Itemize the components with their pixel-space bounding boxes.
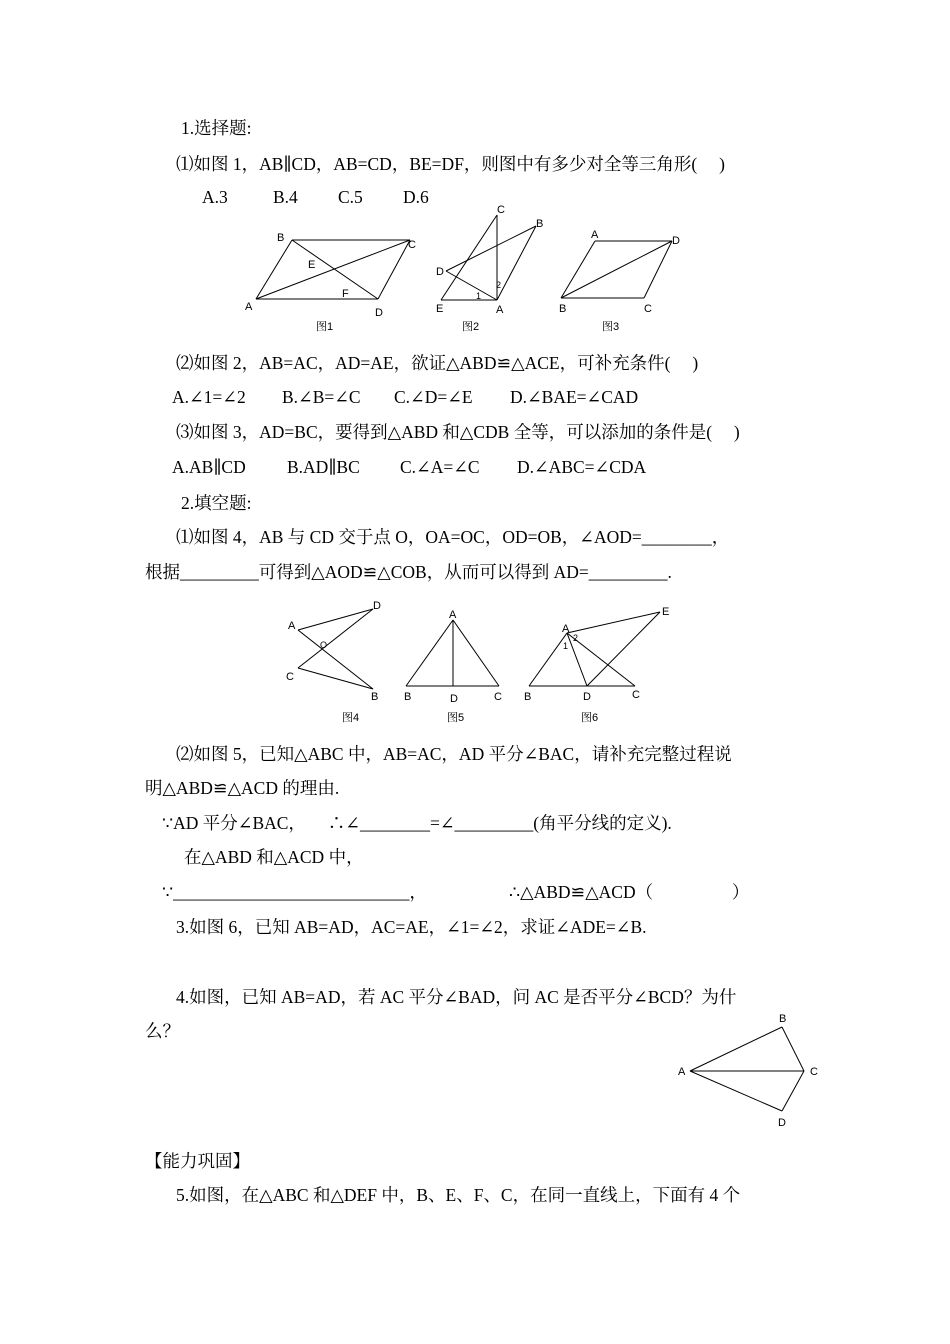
fig1-label-f: F [342, 288, 349, 300]
fig1-label-c: C [408, 239, 416, 251]
option-b: B.4 [273, 187, 298, 207]
question-4-line1: 4.如图，已知 AB=AD，若 AC 平分∠BAD，问 AC 是否平分∠BCD？为什 [176, 987, 737, 1007]
figure-7 [670, 1008, 830, 1133]
ability-heading: 【能力巩固】 [145, 1151, 250, 1171]
section1-title: 1.选择题: [181, 118, 252, 138]
fill-question-1-line2: 根据_________可得到△AOD≌△COB，从而可以得到 AD=_________. [145, 562, 672, 582]
figures-row-1 [240, 200, 680, 340]
fig6-label-e: E [662, 606, 670, 618]
fig5-caption: 图5 [447, 712, 465, 724]
fig1-label-e: E [308, 259, 316, 271]
question-3: 3.如图 6，已知 AB=AD，AC=AE，∠1=∠2，求证∠ADE=∠B. [176, 917, 647, 937]
figure-2 [436, 204, 543, 333]
fig5-label-a: A [449, 609, 457, 621]
fig6-label-1: 1 [563, 641, 569, 651]
figure-3 [559, 229, 680, 333]
fig3-label-a: A [591, 229, 599, 241]
fill-question-2-line4: 在△ABD 和△ACD 中， [184, 847, 364, 867]
fig6-caption: 图6 [581, 712, 599, 724]
fill-question-2-line3: ∵AD 平分∠BAC， ∴∠________=∠_________(角平分线的定义). [162, 813, 672, 833]
option-c: C.∠A=∠C [400, 457, 480, 477]
option-b: B.AD∥BC [287, 457, 360, 477]
fig4-label-o: O [320, 640, 328, 650]
fig6-label-b: B [524, 691, 532, 703]
fig2-label-1: 1 [476, 291, 482, 301]
fig4-label-a: A [288, 620, 296, 632]
fig5-label-c: C [494, 691, 502, 703]
option-c: C.∠D=∠E [394, 387, 473, 407]
fig4-label-c: C [286, 671, 294, 683]
fig2-caption: 图2 [462, 321, 480, 333]
option-b: B.∠B=∠C [282, 387, 361, 407]
option-a: A.∠1=∠2 [172, 387, 246, 407]
figure-6 [524, 606, 669, 724]
fig6-label-c: C [632, 689, 640, 701]
fig7-label-a: A [678, 1066, 686, 1078]
fig7-label-b: B [779, 1013, 787, 1025]
fig3-label-d: D [672, 235, 680, 247]
question-1-1: ⑴如图 1，AB∥CD，AB=CD，BE=DF，则图中有多少对全等三角形( ) [176, 154, 725, 174]
fig4-caption: 图4 [342, 712, 360, 724]
question-1-3: ⑶如图 3，AD=BC，要得到△ABD 和△CDB 全等，可以添加的条件是( ) [176, 422, 740, 442]
fig6-label-2: 2 [573, 633, 579, 643]
fig1-label-b: B [277, 232, 285, 244]
fill-question-2-line5b: ∴△ABD≌△ACD（ ） [509, 882, 750, 902]
fig6-label-a: A [562, 623, 570, 635]
figures-row-2 [280, 596, 680, 731]
option-a: A.3 [202, 187, 228, 207]
figure-5 [404, 609, 502, 724]
fig4-label-d: D [373, 600, 381, 612]
fill-question-1-line1: ⑴如图 4，AB 与 CD 交于点 O，OA=OC，OD=OB，∠AOD=________， [176, 527, 730, 547]
question-4-line2: 么？ [145, 1021, 180, 1041]
fig3-caption: 图3 [602, 321, 620, 333]
question-1-2: ⑵如图 2，AB=AC，AD=AE，欲证△ABD≌△ACE，可补充条件( ) [176, 353, 699, 373]
question-5: 5.如图，在△ABC 和△DEF 中，B、E、F、C，在同一直线上，下面有 4 个 [176, 1185, 741, 1205]
fig3-label-b: B [559, 303, 567, 315]
fill-question-2-line5a: ∵___________________________， [162, 882, 427, 902]
fig3-label-c: C [644, 303, 652, 315]
fig6-label-d: D [583, 691, 591, 703]
fig7-label-d: D [778, 1117, 786, 1129]
figure-4 [286, 600, 381, 724]
section2-title: 2.填空题: [181, 493, 252, 513]
option-a: A.AB∥CD [172, 457, 246, 477]
figure-1 [245, 232, 416, 333]
option-c: C.5 [338, 187, 363, 207]
fig5-label-b: B [404, 691, 412, 703]
option-d: D.6 [403, 187, 429, 207]
fill-question-2-line1: ⑵如图 5，已知△ABC 中，AB=AC，AD 平分∠BAC，请补充完整过程说 [176, 744, 732, 764]
fig1-label-a: A [245, 301, 253, 313]
fig4-label-b: B [371, 691, 379, 703]
fig5-label-d: D [450, 693, 458, 705]
fig2-label-d: D [436, 266, 444, 278]
option-d: D.∠ABC=∠CDA [517, 457, 647, 477]
fig1-caption: 图1 [316, 321, 334, 333]
fig2-label-b: B [536, 218, 544, 230]
fig2-label-c: C [497, 204, 505, 216]
fig7-label-c: C [810, 1066, 818, 1078]
fig1-label-d: D [375, 307, 383, 319]
fig2-label-a: A [496, 304, 504, 316]
fill-question-2-line2: 明△ABD≌△ACD 的理由. [145, 778, 340, 798]
fig2-label-e: E [436, 303, 444, 315]
fig2-label-2: 2 [496, 280, 502, 290]
option-d: D.∠BAE=∠CAD [510, 387, 639, 407]
